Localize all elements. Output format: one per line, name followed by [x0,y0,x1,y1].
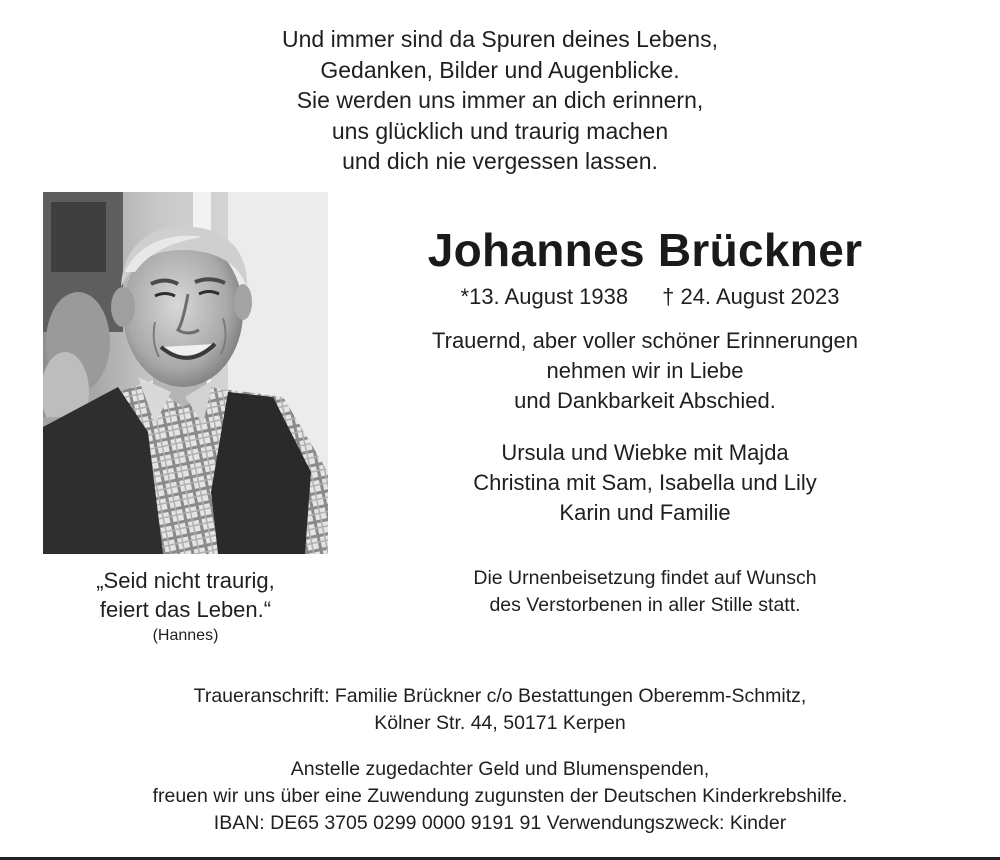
mourning-address [50,683,950,737]
family-line: Ursula und Wiebke mit Majda [501,440,789,465]
poem-line: uns glücklich und traurig machen [331,117,669,144]
family-signatures [360,438,930,528]
poem-line: Gedanken, Bilder und Augenblicke. [320,56,680,83]
birth-date: *13. August 1938 [460,284,629,309]
mourning-line: und Dankbarkeit Abschied. [514,388,776,413]
donation-line: IBAN: DE65 3705 0299 0000 9191 91 Verwendungszweck: Kinder [213,812,787,834]
address-line: Kölner Str. 44, 50171 Kerpen [374,712,626,734]
mourning-line: nehmen wir in Liebe [546,358,744,383]
family-line: Christina mit Sam, Isabella und Lily [473,470,817,495]
memorial-poem [150,24,850,177]
burial-line: Die Urnenbeisetzung findet auf Wunsch [473,567,817,589]
mourning-text [360,326,930,416]
poem-line: Und immer sind da Spuren deines Lebens, [282,26,718,52]
death-date: † 24. August 2023 [662,284,840,309]
poem-line: und dich nie vergessen lassen. [342,148,658,174]
address-line: Traueranschrift: Familie Brückner c/o Bestattungen Oberemm-Schmitz, [193,685,807,707]
donation-note [50,756,950,837]
burial-note [360,565,930,619]
quote-line: feiert das Leben.“ [99,597,272,622]
memorial-quote [43,566,328,647]
life-dates [400,283,900,311]
portrait-photo [43,192,328,554]
deceased-name: Johannes Brückner [427,224,863,276]
donation-line: freuen wir uns über eine Zuwendung zugunsten der Deutschen Kinderkrebshilfe. [152,785,848,807]
quote-line: „Seid nicht traurig, [96,568,275,593]
quote-author: (Hannes) [152,627,219,644]
family-line: Karin und Familie [559,500,731,525]
poem-line: Sie werden uns immer an dich erinnern, [296,87,704,113]
burial-line: des Verstorbenen in aller Stille statt. [489,594,801,616]
mourning-line: Trauernd, aber voller schöner Erinnerungen [432,328,858,353]
donation-line: Anstelle zugedachter Geld und Blumenspenden, [290,758,710,780]
